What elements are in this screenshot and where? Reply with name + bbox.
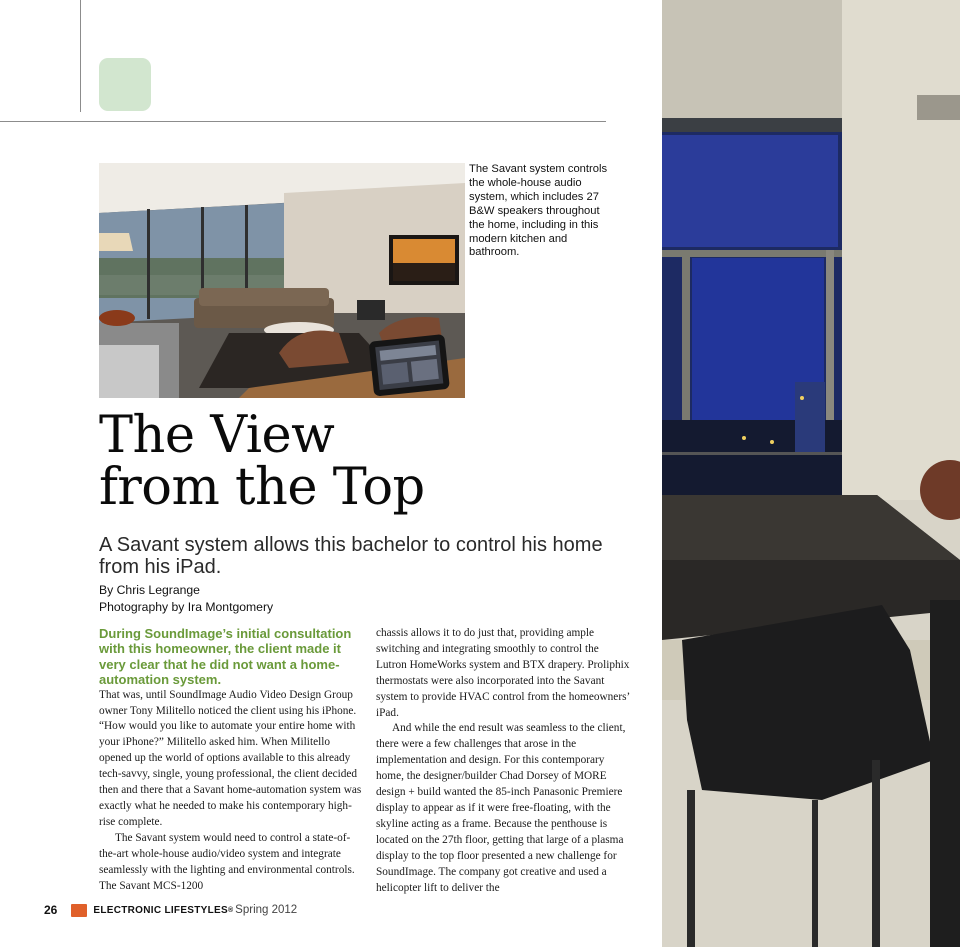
issue-date: Spring 2012	[235, 904, 298, 916]
body-column-2	[376, 626, 632, 896]
paragraph: chassis allows it to do just that, providing ample switching and integrating smoothly to control the Lutron HomeWorks system and BTX drapery. Proliphix thermostats were also incorporated into the Savant system to provide HVAC control from the homeowners’ iPad.	[376, 627, 630, 719]
photo-credit: Photography by Ira Montgomery	[99, 600, 274, 614]
paragraph: The Savant system would need to control a state-of-the-art whole-house audio/video system and integrate seamlessly with the lighting and environmental controls. The Savant MCS-1200	[99, 831, 355, 892]
crop-rule-vertical	[80, 0, 81, 112]
section-tab	[99, 58, 151, 111]
magazine-name: ELECTRONIC LIFESTYLES	[93, 904, 228, 916]
magazine-logo-icon	[71, 904, 87, 917]
living-room-photo	[99, 163, 465, 398]
photo-caption: The Savant system controls the whole-house audio system, which includes 27 B&W speakers throughout the home, including in this modern kitchen and bathroom.	[469, 163, 608, 259]
headline	[99, 406, 425, 517]
page-number: 26	[44, 903, 58, 917]
kitchen-photo	[662, 0, 960, 947]
paragraph: That was, until SoundImage Audio Video Design Group owner Tony Militello noticed the client using his iPhone. “How would you like to automate your entire home with your iPhone?” Militello asked him. When Militello opened up the world of options available to this already tech-savvy, single, young professional, the client decided then and there that a Savant home-automation system was exactly what he needed to make his contemporary high-rise complete.	[99, 688, 362, 828]
headline-line-2: from the Top	[99, 458, 425, 517]
byline: By Chris Legrange	[99, 583, 200, 597]
registered-mark: ®	[228, 906, 234, 914]
page-footer	[44, 903, 297, 917]
paragraph: And while the end result was seamless to the client, there were a few challenges that arose in the implementation and design. For this contemporary home, the designer/builder Chad Dorsey of MORE design + build wanted the 85-inch Panasonic Premiere display to appear as if it were free-floating, with the skyline acting as a frame. Because the penthouse is located on the 27th floor, getting that large of a plasma display to the top floor presented a new challenge for SoundImage. The company got creative and used a helicopter lift to deliver the	[376, 722, 626, 894]
deck: A Savant system allows this bachelor to control his home from his iPad.	[99, 534, 603, 578]
lead-in: During SoundImage’s initial consultation with this homeowner, the client made it very clear that he did not want a home-automation system.	[99, 626, 352, 688]
headline-line-1: The View	[99, 406, 335, 465]
body-column-1	[99, 626, 365, 894]
crop-rule-horizontal	[0, 121, 606, 122]
